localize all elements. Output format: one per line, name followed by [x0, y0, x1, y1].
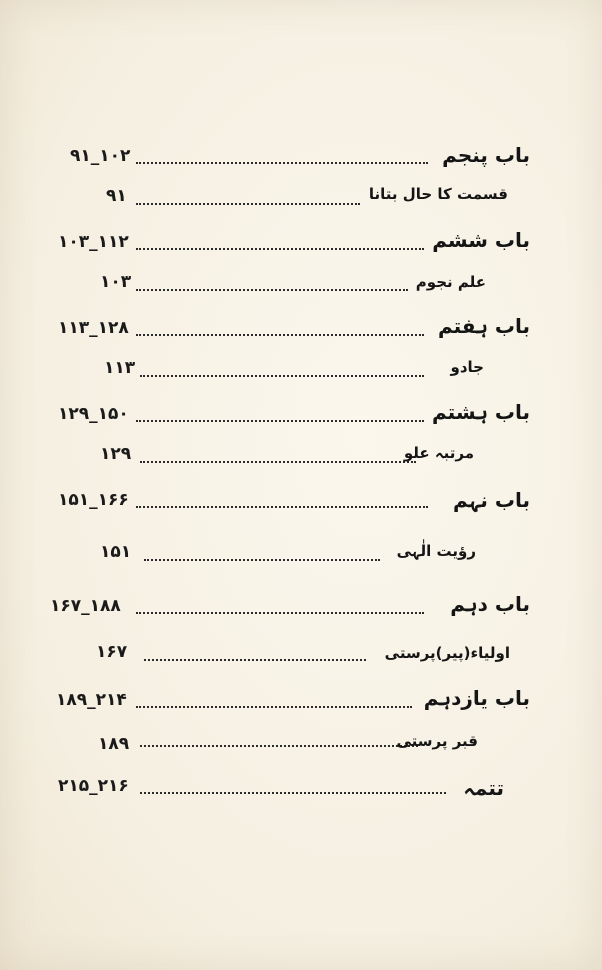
leader-dots: [136, 248, 424, 250]
leader-dots: [140, 375, 424, 377]
leader-dots: [136, 506, 428, 508]
page-range: ۹۱_۱۰۲: [70, 146, 131, 166]
leader-dots: [140, 745, 418, 747]
appendix-title: تتمہ: [463, 776, 504, 800]
page-range: ۱۲۹_۱۵۰: [58, 404, 129, 424]
leader-dots: [136, 706, 412, 708]
section-title: قسمت کا حال بتانا: [368, 185, 508, 203]
chapter-title: باب ششم: [432, 228, 530, 252]
page-range: ۱۸۹_۲۱۴: [56, 690, 127, 710]
chapter-title: باب دہم: [450, 592, 530, 616]
leader-dots: [136, 334, 424, 336]
chapter-title: باب یازدہم: [423, 686, 530, 710]
leader-dots: [136, 612, 424, 614]
leader-dots: [136, 203, 360, 205]
page-range: ۱۶۷_۱۸۸: [50, 596, 121, 616]
section-title: مرتبہ علو: [403, 444, 474, 462]
leader-dots: [140, 461, 416, 463]
page-number: ۱۲۹: [100, 444, 132, 464]
page-number: ۱۵۱: [100, 542, 132, 562]
page-number: ۹۱: [106, 186, 127, 206]
leader-dots: [144, 659, 366, 661]
section-title: علم نجوم: [415, 273, 486, 291]
page-number: ۱۶۷: [96, 642, 128, 662]
section-title: اولیاء(پیر)پرستی: [384, 644, 510, 662]
leader-dots: [136, 420, 424, 422]
page-number: ۱۰۳: [100, 272, 132, 292]
page-range: ۱۰۳_۱۱۲: [58, 232, 129, 252]
section-title: رؤیت الٰہی: [396, 542, 476, 560]
chapter-title: باب ہشتم: [432, 400, 530, 424]
chapter-title: باب پنجم: [442, 143, 530, 167]
chapter-title: باب ہفتم: [437, 314, 530, 338]
page-range: ۱۱۳_۱۲۸: [58, 318, 129, 338]
page-number: ۱۸۹: [98, 734, 130, 754]
chapter-title: باب نہم: [453, 488, 530, 512]
page-range: ۱۵۱_۱۶۶: [58, 490, 129, 510]
page-number: ۱۱۳: [104, 358, 136, 378]
leader-dots: [136, 162, 428, 164]
leader-dots: [144, 559, 380, 561]
leader-dots: [140, 792, 446, 794]
section-title: جادو: [450, 358, 484, 376]
page-range: ۲۱۵_۲۱۶: [58, 776, 129, 796]
leader-dots: [136, 289, 408, 291]
section-title: قبر پرستی: [396, 732, 478, 750]
